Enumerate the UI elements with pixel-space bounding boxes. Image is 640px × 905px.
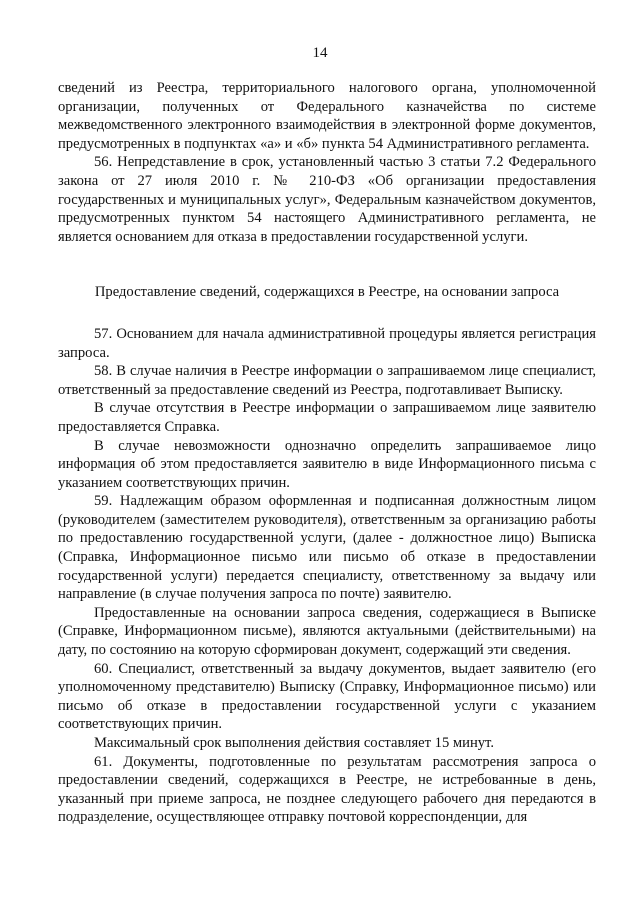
section-heading: Предоставление сведений, содержащихся в Реестре, на основании запроса — [94, 284, 560, 301]
paragraph-56: 56. Непредставление в срок, установленный частью 3 статьи 7.2 Федерального закона от 27 июля 2010 г. № 210-ФЗ «Об организации предоставления государственных и муниципальных услуг», Федеральным казначейством документов, предусмотренных пунктом 54 настоящего Административного регламента, не является основанием для отказа в предоставлении государственной услуги. — [58, 154, 596, 245]
document-body — [58, 79, 596, 827]
paragraph-continuation: сведений из Реестра, территориального налогового органа, уполномоченной организации, полученных от Федерального казначейства по системе межведомственного электронного взаимодействия в электронной форме документов, предусмотренных в подпунктах «а» и «б» пункта 54 Административного регламента. — [58, 80, 596, 152]
paragraph-59: 59. Надлежащим образом оформленная и подписанная должностным лицом (руководителем (заместителем руководителя), ответственным за организацию работы по предоставлению государственной услуги, (далее - должностное лицо) Выписка (Справка, Информационное письмо или письмо об отказе в предоставлении государственной услуги) передается специалисту, ответственному за выдачу или направление (в случае получения запроса по почте) заявителю. — [58, 493, 596, 603]
paragraph-60: 60. Специалист, ответственный за выдачу документов, выдает заявителю (его уполномоченному представителю) Выписку (Справку, Информационное письмо) или письмо об отказе в предоставлении государственной услуги с указанием соответствующих причин. — [58, 660, 596, 733]
paragraph-60-timelimit: Максимальный срок выполнения действия составляет 15 минут. — [94, 735, 494, 751]
paragraph-57: 57. Основанием для начала административной процедуры является регистрация запроса. — [58, 325, 596, 361]
paragraph-58-absent: В случае отсутствия в Реестре информации о запрашиваемом лице заявителю предоставляется Справка. — [58, 400, 596, 435]
paragraph-61: 61. Документы, подготовленные по результатам рассмотрения запроса о предоставлении сведений, содержащихся в Реестре, не истребованные в день, указанный при приеме запроса, не позднее следующего рабочего дня передаются в подразделение, осуществляющее отправку почтовой корреспонденции, для — [58, 753, 596, 826]
paragraph-59-validity: Предоставленные на основании запроса сведения, содержащиеся в Выписке (Справке, Информационном письме), являются актуальными (действительными) на дату, по состоянию на которую сформирован документ, содержащий эти сведения. — [58, 604, 596, 659]
paragraph-58-ambiguous: В случае невозможности однозначно определить запрашиваемое лицо информация об этом предоставляется заявителю в виде Информационного письма с указанием соответствующих причин. — [58, 437, 596, 491]
page-number: 14 — [312, 45, 328, 61]
paragraph-58: 58. В случае наличия в Реестре информации о запрашиваемом лице специалист, ответственный за предоставление сведений из Реестра, подготавливает Выписку. — [58, 363, 596, 398]
